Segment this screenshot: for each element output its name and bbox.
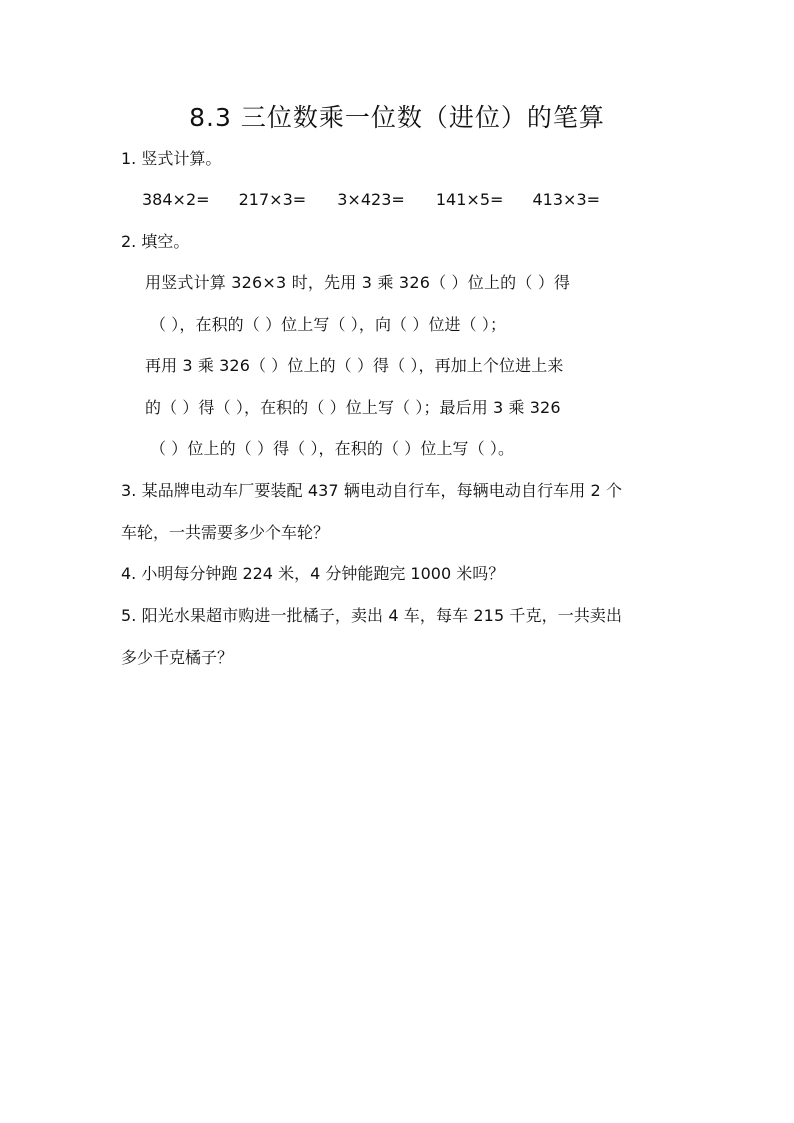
fill-blank-line: 用竖式计算 326×3 时，先用 3 乘 326（ ）位上的（ ）得 bbox=[145, 273, 571, 292]
question-5-line: 多少千克橘子？ bbox=[121, 648, 234, 667]
question-4: 4. 小明每分钟跑 224 米，4 分钟能跑完 1000 米吗？ bbox=[121, 564, 505, 583]
calculation-problem: 141×5= bbox=[435, 190, 504, 209]
calculation-problem: 413×3= bbox=[532, 190, 601, 209]
page-title: 8.3 三位数乘一位数（进位）的笔算 bbox=[189, 103, 605, 132]
fill-blank-line: （ ）位上的（ ）得（ ），在积的（ ）位上写（ ）。 bbox=[150, 439, 515, 458]
fill-blank-line: 再用 3 乘 326（ ）位上的（ ）得（ ），再加上个位进上来 bbox=[145, 356, 564, 375]
question-1-label: 1. 竖式计算。 bbox=[121, 149, 222, 168]
question-3-line: 3. 某品牌电动车厂要装配 437 辆电动自行车，每辆电动自行车用 2 个 bbox=[121, 481, 623, 500]
question-2-label: 2. 填空。 bbox=[121, 232, 190, 251]
calculation-problem: 3×423= bbox=[337, 190, 405, 209]
calculation-problems bbox=[142, 189, 600, 211]
fill-blank-line: 的（ ）得（ ），在积的（ ）位上写（ ）；最后用 3 乘 326 bbox=[145, 398, 561, 417]
fill-blank-line: （ ），在积的（ ）位上写（ ），向（ ）位进（ ）； bbox=[150, 315, 507, 334]
question-3-line: 车轮，一共需要多少个车轮？ bbox=[121, 523, 330, 542]
calculation-problem: 384×2= bbox=[142, 190, 210, 209]
calculation-problem: 217×3= bbox=[238, 190, 307, 209]
question-5-line: 5. 阳光水果超市购进一批橘子，卖出 4 车，每车 215 千克，一共卖出 bbox=[121, 606, 623, 625]
